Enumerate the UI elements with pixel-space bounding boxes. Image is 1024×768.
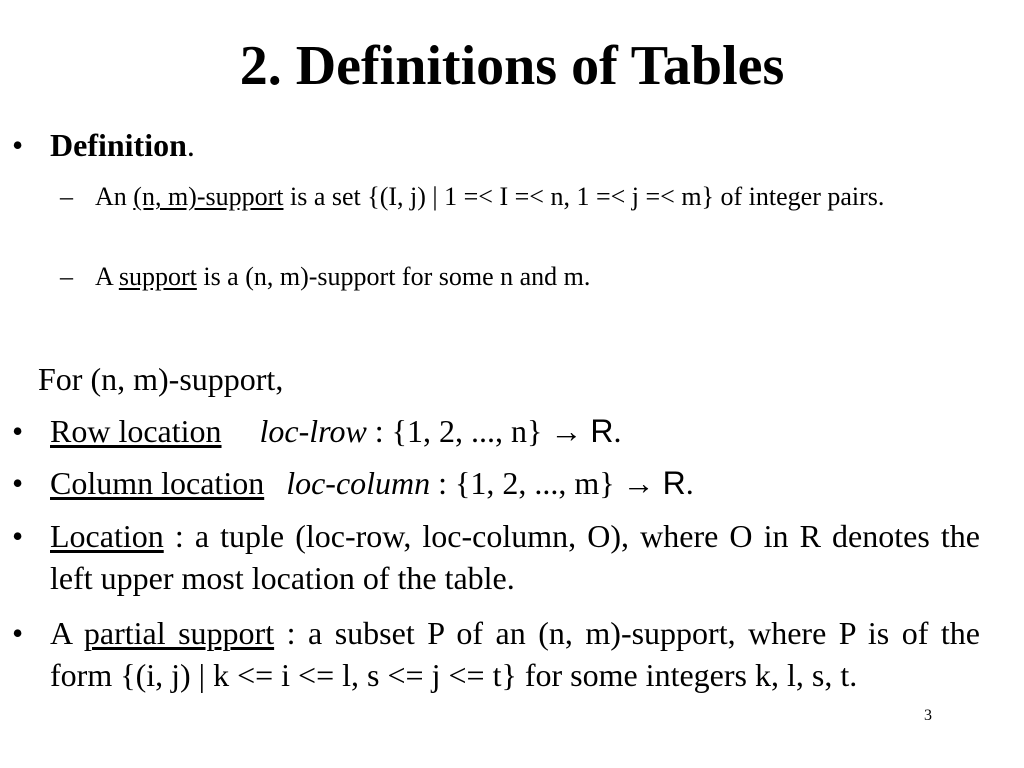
func-loc-lrow: loc-lrow bbox=[259, 413, 367, 449]
sub1-prefix: An bbox=[95, 182, 134, 211]
for-support-text: For (n, m)-support, bbox=[38, 361, 284, 397]
definition-sub-text-1 bbox=[95, 180, 980, 213]
term-column-location: Column location bbox=[50, 465, 265, 501]
bullet-marker: • bbox=[12, 615, 24, 651]
term-row-location: Row location bbox=[50, 413, 222, 449]
definition-heading-period: . bbox=[186, 127, 195, 163]
term-support: support bbox=[118, 262, 197, 291]
partial-support-text bbox=[50, 612, 980, 696]
codomain-r: R bbox=[662, 465, 686, 501]
dash-marker: – bbox=[60, 262, 73, 291]
bullet-marker: • bbox=[12, 518, 24, 554]
slide-title: 2. Definitions of Tables bbox=[239, 35, 785, 97]
term-partial-support: partial support bbox=[83, 615, 275, 651]
row-mapping: : {1, 2, ..., n} → bbox=[366, 413, 591, 449]
dash-marker: – bbox=[60, 182, 73, 211]
sub1-text: is a set {(I, j) | 1 =< I =< n, 1 =< j =< m} of integer pairs. bbox=[283, 182, 885, 211]
bullet-marker: • bbox=[12, 413, 24, 449]
definition-sub-text-2 bbox=[95, 260, 980, 293]
term-n-m-support: (n, m)-support bbox=[133, 182, 284, 211]
definition-heading: Definition bbox=[50, 127, 187, 163]
definition-heading-line bbox=[50, 124, 980, 166]
row-location-line bbox=[50, 410, 980, 452]
sub2-text: is a (n, m)-support for some n and m. bbox=[196, 262, 591, 291]
location-definition: : a tuple (loc-row, loc-column, O), where O in R denotes the left upper most location of the table. bbox=[50, 518, 980, 596]
partial-definition: : a subset P of an (n, m)-support, where P is of the form {(i, j) | k <= i <= l, s <= j <= t} for some integers k, l, s, t. bbox=[50, 615, 981, 693]
column-location-line bbox=[50, 462, 980, 504]
sub2-prefix: A bbox=[95, 262, 119, 291]
func-loc-column: loc-column bbox=[286, 465, 431, 501]
codomain-r: R bbox=[590, 413, 614, 449]
column-end: . bbox=[685, 465, 694, 501]
bullet-marker: • bbox=[12, 127, 24, 163]
row-end: . bbox=[613, 413, 622, 449]
page-number: 3 bbox=[924, 707, 932, 724]
partial-prefix: A bbox=[50, 615, 84, 651]
bullet-marker: • bbox=[12, 465, 24, 501]
location-text bbox=[50, 515, 980, 599]
term-location: Location bbox=[50, 518, 164, 554]
column-mapping: : {1, 2, ..., m} → bbox=[430, 465, 663, 501]
